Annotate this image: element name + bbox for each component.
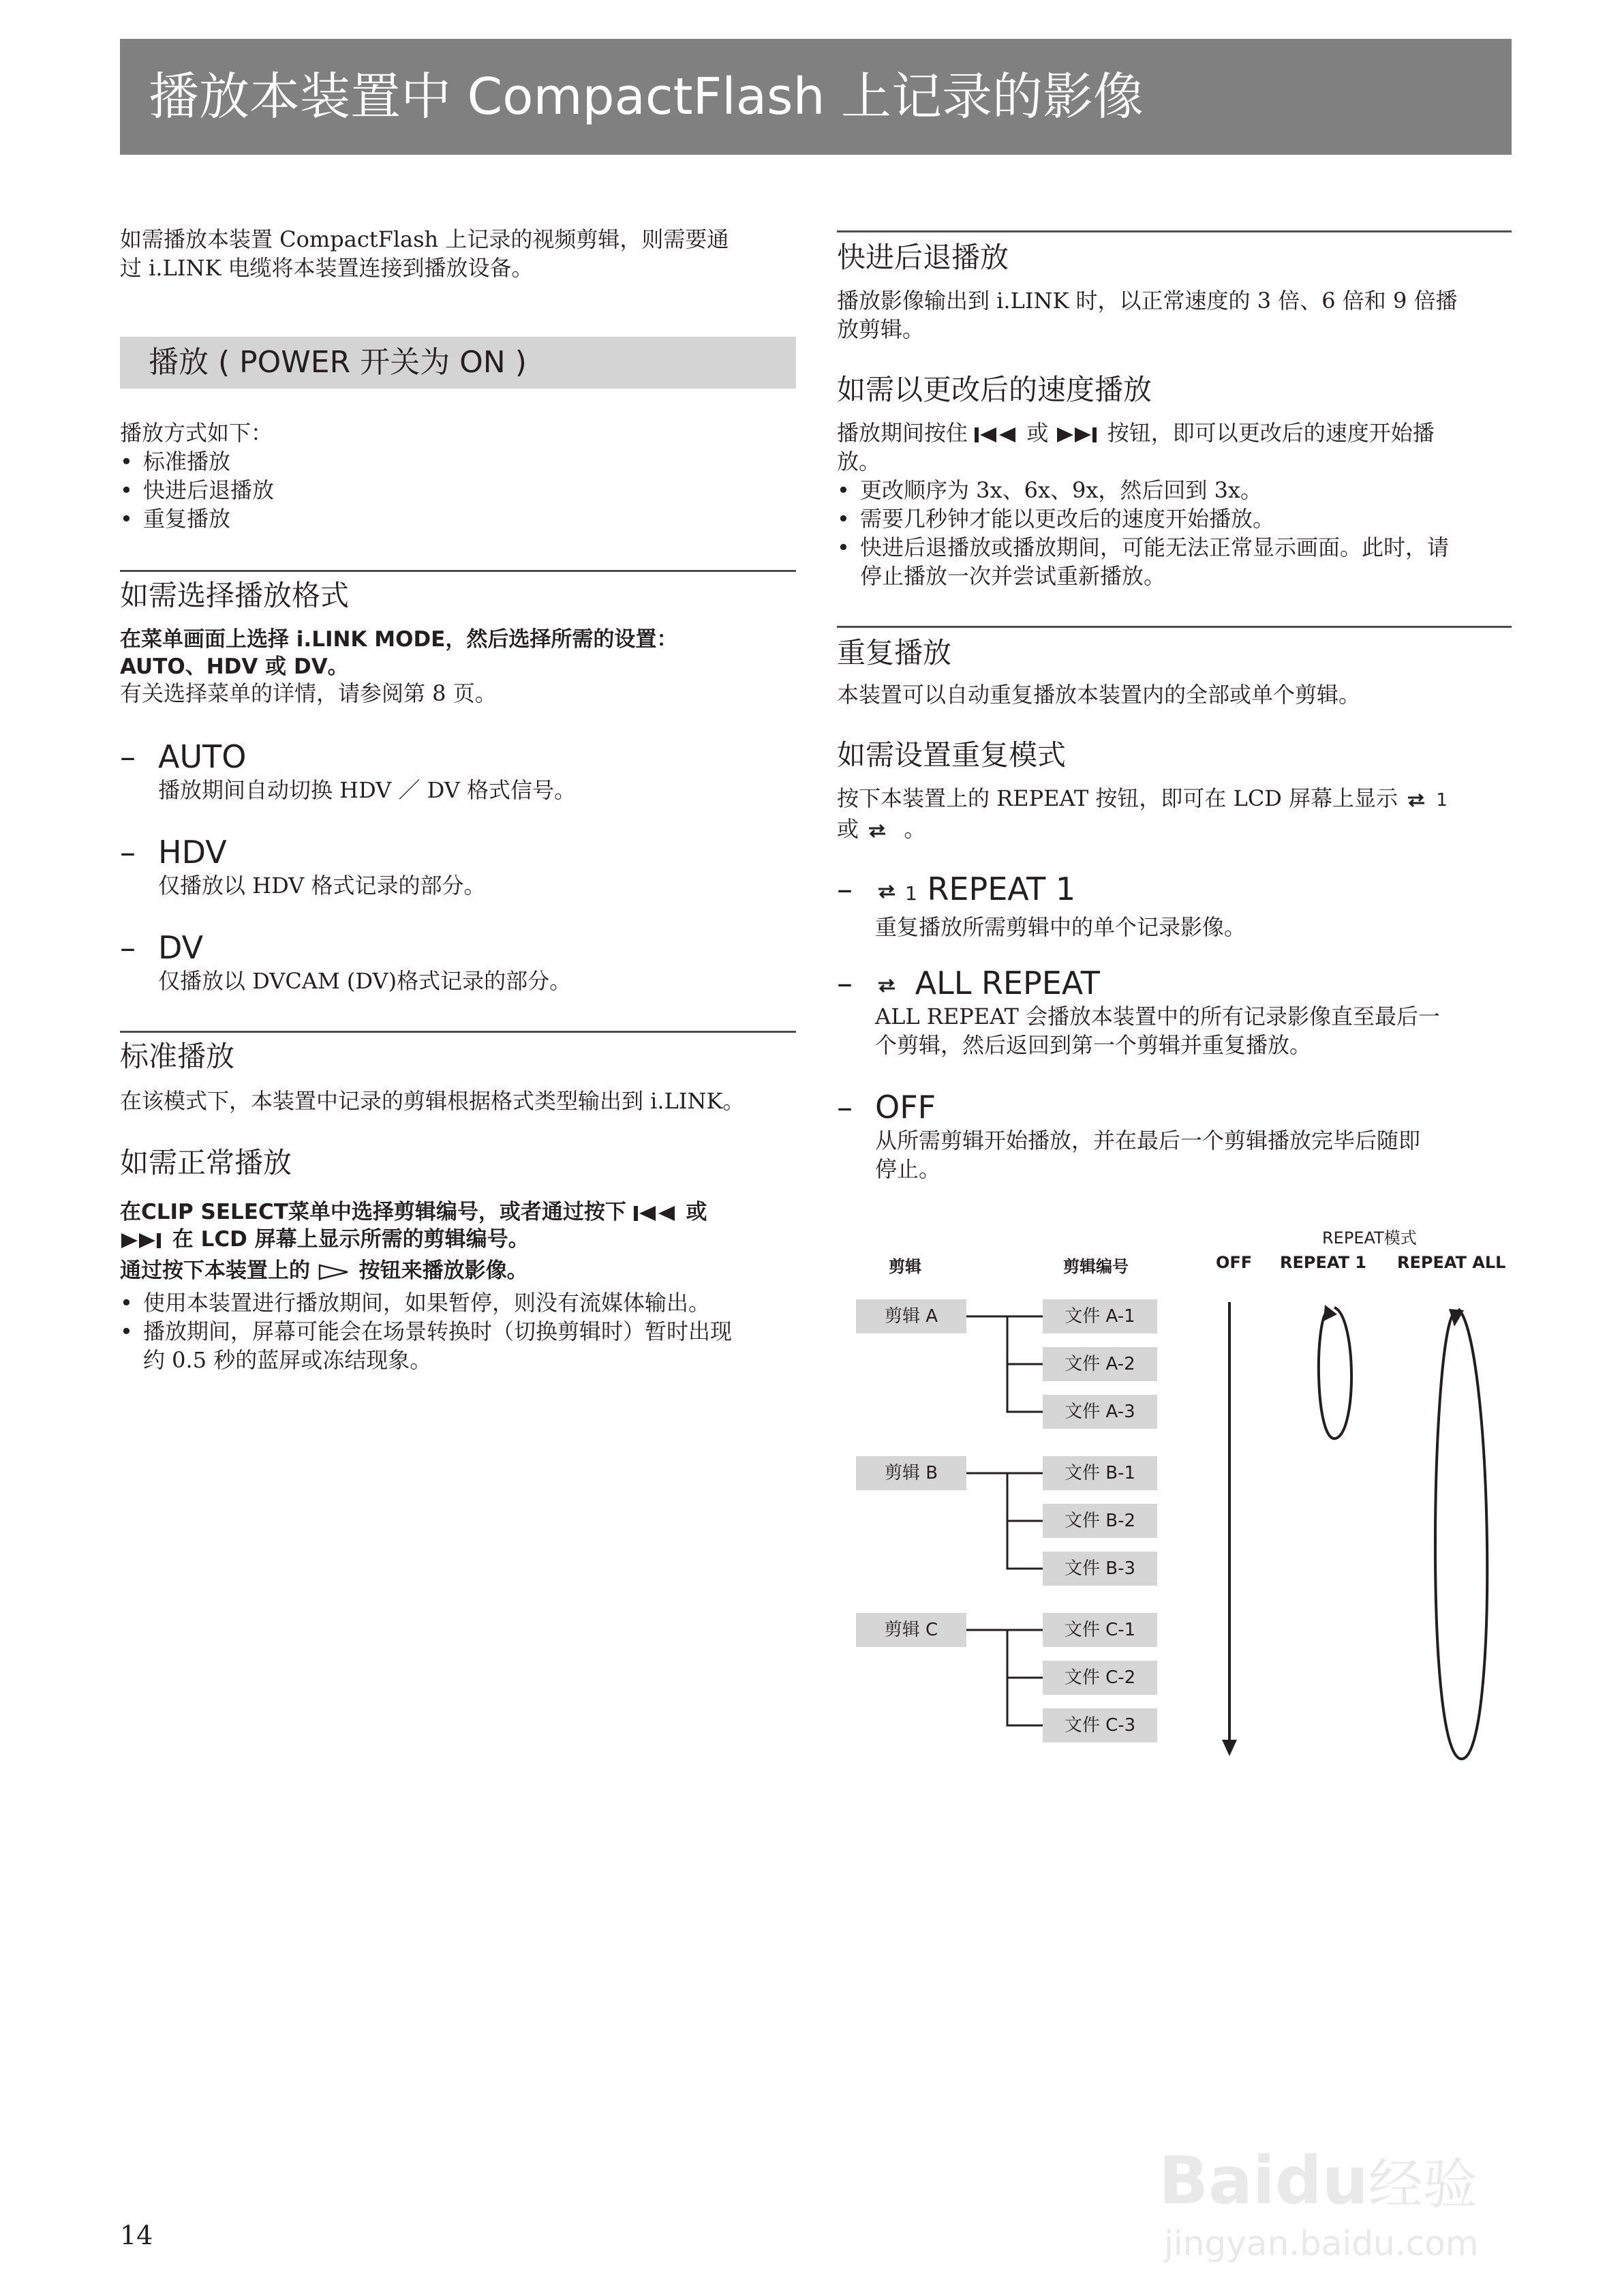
format-option-hdv: – HDV 仅播放以 HDV 格式记录的部分。 — [120, 834, 486, 898]
title-bar — [120, 39, 1512, 155]
repeat-option-off: – OFF 从所需剪辑开始播放，并在最后一个剪辑播放完毕后随即 停止。 — [837, 1089, 1421, 1182]
divider — [837, 230, 1512, 232]
tree-connector-c — [966, 1630, 1043, 1725]
repeat-all-icon — [866, 821, 897, 841]
repeat-all-icon — [875, 976, 905, 996]
repeat-mode-text: 按下本装置上的 REPEAT 按钮，即可在 LCD 屏幕上显示 1 或 。 — [837, 785, 1448, 842]
diagram-col-number: 剪辑编号 — [1063, 1257, 1129, 1276]
file-box: 文件 A-3 — [1043, 1395, 1157, 1429]
list-item: • 快进后退播放或播放期间，可能无法正常显示画面。此时，请 停止播放一次并尝试重新播放。 — [837, 533, 1518, 590]
repeat-all-loop — [1435, 1309, 1487, 1759]
option-label: HDV — [158, 834, 227, 871]
play-icon — [318, 1263, 352, 1281]
option-label: REPEAT 1 — [927, 871, 1076, 907]
list-item: • 需要几秒钟才能以更改后的速度开始播放。 — [837, 504, 1518, 533]
file-box: 文件 C-1 — [1043, 1613, 1157, 1647]
clip-box-a: 剪辑 A — [856, 1299, 966, 1333]
format-note: 有关选择菜单的详情，请参阅第 8 页。 — [120, 680, 497, 706]
diagram-repeat-mode-label: REPEAT模式 — [1322, 1228, 1417, 1248]
file-box: 文件 B-2 — [1043, 1504, 1157, 1538]
list-item: • 重复播放 — [120, 504, 801, 533]
format-heading: 如需选择播放格式 — [120, 579, 350, 612]
list-item: • 快进后退播放 — [120, 476, 801, 504]
previous-track-icon — [634, 1205, 679, 1222]
normal-bullets — [120, 1288, 808, 1374]
option-desc: 播放期间自动切换 HDV ／ DV 格式信号。 — [158, 777, 577, 803]
diagram-col-repeat1: REPEAT 1 — [1280, 1253, 1366, 1272]
repeat-option-1: – 1 REPEAT 1 重复播放所需剪辑中的单个记录影像。 — [837, 871, 1246, 940]
section-band-title: 播放 ( POWER 开关为 ON ) — [149, 345, 527, 380]
off-arrow — [1222, 1302, 1237, 1756]
page-number: 14 — [120, 2220, 153, 2250]
standard-heading: 标准播放 — [120, 1040, 235, 1073]
option-label: AUTO — [158, 738, 247, 775]
page-title: 播放本装置中 CompactFlash 上记录的影像 — [149, 67, 1144, 126]
option-desc: 重复播放所需剪辑中的单个记录影像。 — [875, 914, 1246, 940]
option-label: DV — [158, 929, 204, 966]
previous-track-icon — [975, 426, 1020, 444]
option-desc: ALL REPEAT 会播放本装置中的所有记录影像直至最后一 个剪辑，然后返回到第一个剪辑并重复播放。 — [875, 1003, 1441, 1058]
repeat-icon — [1405, 790, 1436, 811]
option-label: OFF — [875, 1089, 936, 1126]
option-desc: 仅播放以 DVCAM (DV)格式记录的部分。 — [158, 968, 572, 994]
diagram-col-off: OFF — [1216, 1253, 1253, 1272]
format-option-dv: – DV 仅播放以 DVCAM (DV)格式记录的部分。 — [120, 929, 572, 994]
file-box: 文件 A-2 — [1043, 1347, 1157, 1381]
file-box: 文件 C-2 — [1043, 1661, 1157, 1695]
tree-connector-b — [966, 1473, 1043, 1569]
file-box: 文件 B-1 — [1043, 1456, 1157, 1490]
standard-text: 在该模式下，本装置中记录的剪辑根据格式类型输出到 i.LINK。 — [120, 1088, 745, 1114]
list-item: • 标准播放 — [120, 447, 801, 476]
list-item: • 使用本装置进行播放期间，如果暂停，则没有流媒体输出。 — [120, 1288, 808, 1317]
file-box: 文件 B-3 — [1043, 1552, 1157, 1586]
list-item: • 更改顺序为 3x、6x、9x，然后回到 3x。 — [837, 476, 1518, 504]
intro-text: 如需播放本装置 CompactFlash 上记录的视频剪辑，则需要通 过 i.LINK 电缆将本装置连接到播放设备。 — [120, 226, 729, 281]
divider — [120, 1031, 796, 1033]
watermark-url: jingyan.baidu.com — [1164, 2224, 1479, 2263]
list-item: • 播放期间，屏幕可能会在场景转换时（切换剪辑时）暂时出现 约 0.5 秒的蓝屏或冻结现象。 — [120, 1317, 808, 1374]
next-track-icon — [1056, 426, 1101, 444]
repeat-text: 本装置可以自动重复播放本装置内的全部或单个剪辑。 — [837, 682, 1361, 708]
divider — [837, 626, 1512, 628]
clip-box-b: 剪辑 B — [856, 1456, 966, 1490]
format-instructions: 在菜单画面上选择 i.LINK MODE，然后选择所需的设置： AUTO、HDV 或 DV。 — [120, 627, 678, 679]
tree-connector-a — [966, 1316, 1043, 1412]
repeat-heading: 重复播放 — [837, 636, 952, 669]
speed-text: 播放期间按住 或 按钮，即可以更改后的速度开始播 放。 • 更改顺序为 3x、6x、9x，然后回到 3x。 • 需要几秒钟才能以更改后的速度开始播放。 • 快进后退播放或播放期间，可能无法正常显示画面。此时，请 停止播放一次并尝试重新播放。 — [837, 419, 1518, 590]
file-box: 文件 A-1 — [1043, 1299, 1157, 1333]
option-desc: 仅播放以 HDV 格式记录的部分。 — [158, 873, 486, 898]
next-track-icon — [120, 1232, 165, 1250]
section-band — [120, 337, 796, 389]
repeat-mode-heading: 如需设置重复模式 — [837, 738, 1067, 772]
ff-heading: 快进后退播放 — [837, 241, 1009, 274]
clip-box-c: 剪辑 C — [856, 1613, 966, 1647]
divider — [120, 570, 796, 572]
diagram-col-clip: 剪辑 — [889, 1257, 921, 1276]
format-option-auto: – AUTO 播放期间自动切换 HDV ／ DV 格式信号。 — [120, 738, 577, 803]
file-box: 文件 C-3 — [1043, 1708, 1157, 1742]
ff-text: 播放影像输出到 i.LINK 时，以正常速度的 3 倍、6 倍和 9 倍播 放剪辑。 — [837, 288, 1458, 342]
diagram-lines — [954, 1282, 1554, 1772]
repeat1-loop — [1319, 1305, 1351, 1438]
watermark: Baidu经验 — [1159, 2143, 1478, 2219]
playback-modes — [120, 419, 801, 533]
diagram-col-repeat-all: REPEAT ALL — [1397, 1253, 1506, 1272]
option-desc: 从所需剪辑开始播放，并在最后一个剪辑播放完毕后随即 停止。 — [875, 1128, 1421, 1182]
repeat-icon — [875, 881, 905, 902]
normal-heading: 如需正常播放 — [120, 1146, 292, 1179]
normal-instructions: 在CLIP SELECT菜单中选择剪辑编号，或者通过按下 或 在 LCD 屏幕上显示所需的剪辑编号。 通过按下本装置上的 按钮来播放影像。 — [120, 1200, 707, 1283]
playback-lead: 播放方式如下： — [120, 420, 273, 446]
repeat-option-all: – ALL REPEAT ALL REPEAT 会播放本装置中的所有记录影像直至最后一 个剪辑，然后返回到第一个剪辑并重复播放。 — [837, 965, 1441, 1058]
speed-heading: 如需以更改后的速度播放 — [837, 373, 1152, 406]
option-label: ALL REPEAT — [915, 965, 1100, 1001]
